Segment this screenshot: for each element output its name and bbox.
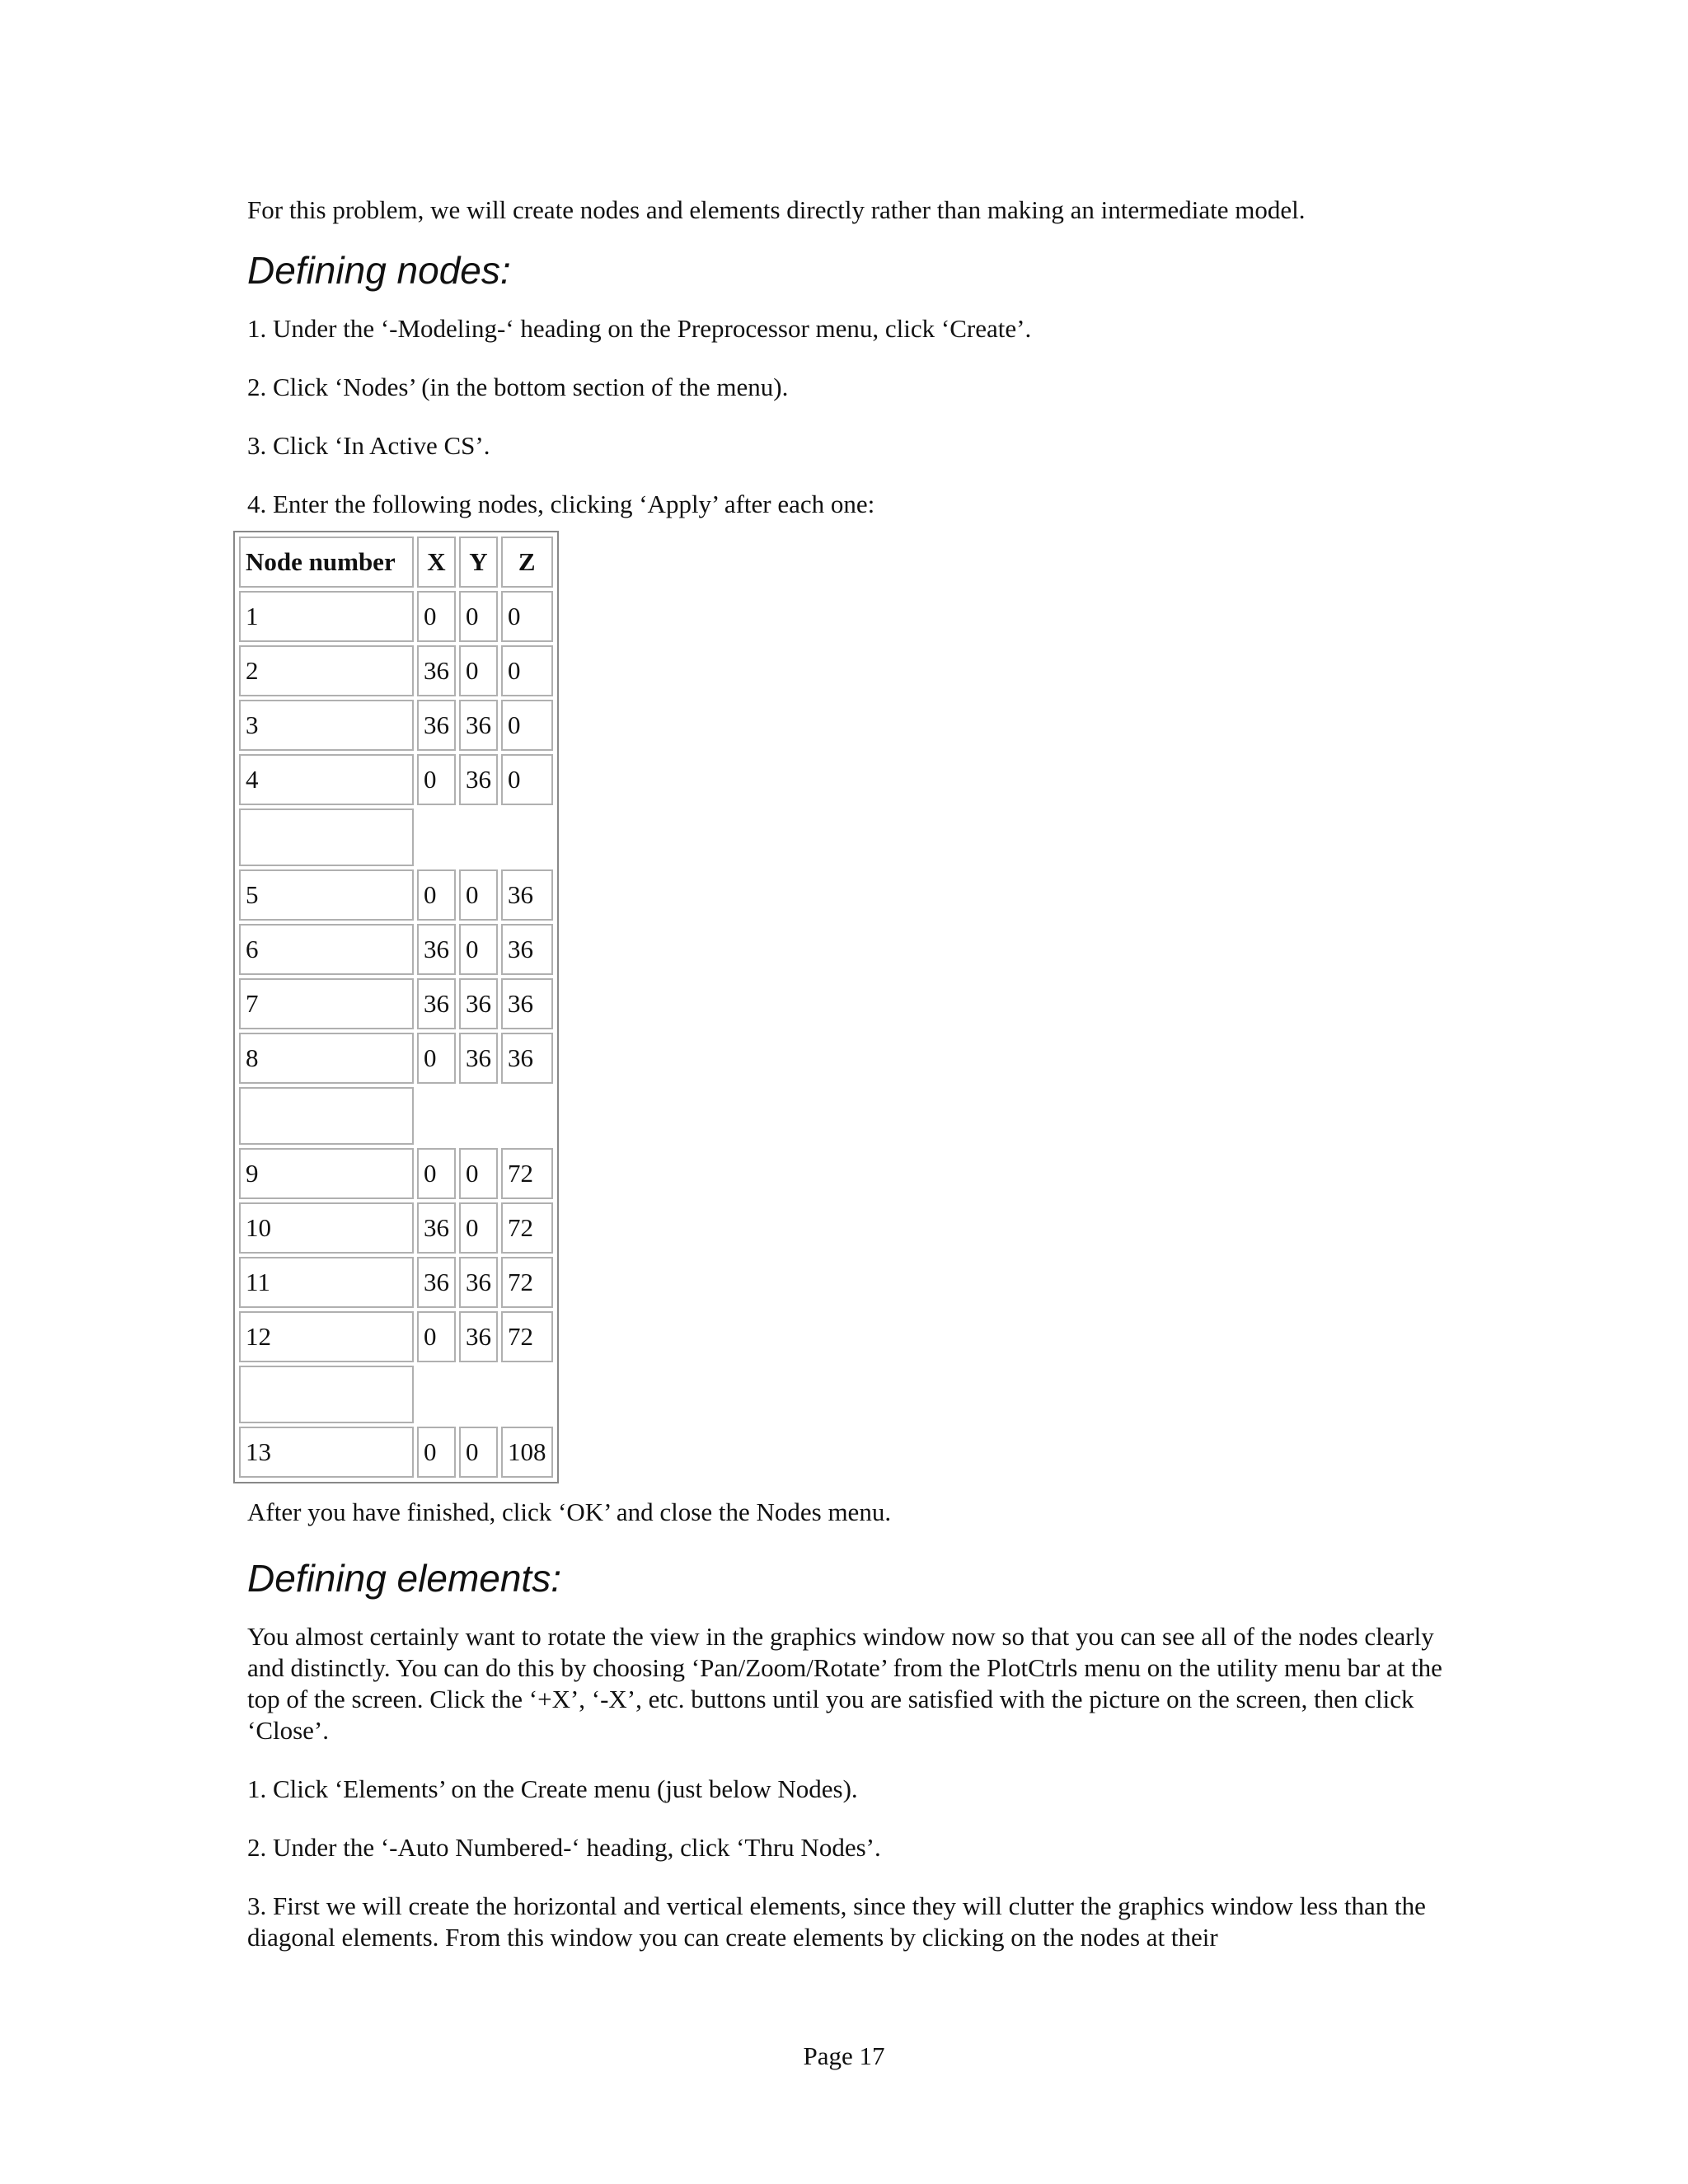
- z-cell: 36: [501, 924, 553, 975]
- empty-cell: [239, 1087, 414, 1145]
- step-1: 1. Under the ‘-Modeling-‘ heading on the Preprocessor menu, click ‘Create’.: [247, 314, 1032, 343]
- z-cell: 72: [501, 1257, 553, 1308]
- x-cell: 0: [417, 1033, 456, 1084]
- z-cell: 0: [501, 700, 553, 751]
- table-row: [239, 591, 553, 642]
- section-heading-defining-nodes: Defining nodes:: [247, 249, 511, 292]
- x-cell: 36: [417, 700, 456, 751]
- y-cell: 36: [459, 1311, 498, 1362]
- node-number-cell: 12: [239, 1311, 414, 1362]
- table-row: [239, 1033, 553, 1084]
- table-row: [239, 924, 553, 975]
- y-cell: 36: [459, 978, 498, 1029]
- x-cell: 0: [417, 869, 456, 921]
- z-cell: 108: [501, 1427, 553, 1478]
- section-heading-defining-elements: Defining elements:: [247, 1557, 561, 1600]
- table-row: [239, 700, 553, 751]
- table-row: [239, 1202, 553, 1254]
- node-number-cell: 9: [239, 1148, 414, 1199]
- x-cell: 36: [417, 1257, 456, 1308]
- z-cell: 36: [501, 869, 553, 921]
- node-number-cell: 2: [239, 645, 414, 696]
- blank-cell: [417, 1366, 553, 1423]
- z-cell: 0: [501, 754, 553, 805]
- header-y: Y: [459, 537, 498, 588]
- table-row: [239, 978, 553, 1029]
- node-number-cell: 13: [239, 1427, 414, 1478]
- table-row: [239, 1148, 553, 1199]
- x-cell: 0: [417, 1148, 456, 1199]
- blank-cell: [417, 808, 553, 866]
- z-cell: 72: [501, 1311, 553, 1362]
- empty-cell: [239, 1366, 414, 1423]
- header-z: Z: [501, 537, 553, 588]
- blank-cell: [417, 1087, 553, 1145]
- y-cell: 0: [459, 869, 498, 921]
- node-number-cell: 11: [239, 1257, 414, 1308]
- x-cell: 0: [417, 591, 456, 642]
- x-cell: 0: [417, 1311, 456, 1362]
- step-3: 3. Click ‘In Active CS’.: [247, 431, 490, 460]
- y-cell: 36: [459, 1033, 498, 1084]
- node-number-cell: 4: [239, 754, 414, 805]
- y-cell: 0: [459, 924, 498, 975]
- rotate-view-paragraph: You almost certainly want to rotate the view in the graphics window now so that you can see all of the nodes clearly and distinctly. You can do this by choosing ‘Pan/Zoom/Rotate’ from the PlotCtrls menu on the utility menu bar at the top of the screen. Click the ‘+X’, ‘-X’, etc. buttons until you are satisfied with the picture on the screen, then click ‘Close’.: [247, 1622, 1442, 1745]
- step-4: 4. Enter the following nodes, clicking ‘Apply’ after each one:: [247, 490, 875, 518]
- x-cell: 36: [417, 1202, 456, 1254]
- node-number-cell: 5: [239, 869, 414, 921]
- node-number-cell: 6: [239, 924, 414, 975]
- z-cell: 36: [501, 978, 553, 1029]
- y-cell: 0: [459, 1427, 498, 1478]
- z-cell: 72: [501, 1148, 553, 1199]
- z-cell: 36: [501, 1033, 553, 1084]
- document-page: [247, 194, 1451, 1980]
- y-cell: 0: [459, 1202, 498, 1254]
- node-number-cell: 7: [239, 978, 414, 1029]
- table-row: [239, 1311, 553, 1362]
- z-cell: 72: [501, 1202, 553, 1254]
- after-table-paragraph: After you have finished, click ‘OK’ and close the Nodes menu.: [247, 1497, 892, 1526]
- x-cell: 0: [417, 754, 456, 805]
- header-x: X: [417, 537, 456, 588]
- table-row: [239, 869, 553, 921]
- empty-cell: [239, 808, 414, 866]
- table-spacer-row: [239, 808, 553, 866]
- node-number-cell: 3: [239, 700, 414, 751]
- table-row: [239, 645, 553, 696]
- table-spacer-row: [239, 1366, 553, 1423]
- x-cell: 36: [417, 978, 456, 1029]
- z-cell: 0: [501, 645, 553, 696]
- nodes-table: [233, 531, 559, 1483]
- y-cell: 0: [459, 1148, 498, 1199]
- x-cell: 36: [417, 645, 456, 696]
- element-step-3: 3. First we will create the horizontal and vertical elements, since they will clutter the graphics window less than the diagonal elements. From this window you can create elements by clicking on the nodes at their: [247, 1891, 1426, 1952]
- x-cell: 36: [417, 924, 456, 975]
- node-number-cell: 8: [239, 1033, 414, 1084]
- step-2: 2. Click ‘Nodes’ (in the bottom section of the menu).: [247, 373, 789, 401]
- element-step-2: 2. Under the ‘-Auto Numbered-‘ heading, click ‘Thru Nodes’.: [247, 1833, 881, 1862]
- node-number-cell: 10: [239, 1202, 414, 1254]
- element-step-1: 1. Click ‘Elements’ on the Create menu (just below Nodes).: [247, 1774, 858, 1803]
- header-node-number: Node number: [239, 537, 414, 588]
- page-number: Page 17: [803, 2041, 885, 2070]
- y-cell: 0: [459, 591, 498, 642]
- z-cell: 0: [501, 591, 553, 642]
- y-cell: 0: [459, 645, 498, 696]
- intro-paragraph: For this problem, we will create nodes and elements directly rather than making an intermediate model.: [247, 195, 1306, 224]
- table-header-row: [239, 537, 553, 588]
- table-spacer-row: [239, 1087, 553, 1145]
- y-cell: 36: [459, 1257, 498, 1308]
- node-number-cell: 1: [239, 591, 414, 642]
- x-cell: 0: [417, 1427, 456, 1478]
- table-row: [239, 1257, 553, 1308]
- y-cell: 36: [459, 754, 498, 805]
- table-row: [239, 754, 553, 805]
- table-row: [239, 1427, 553, 1478]
- y-cell: 36: [459, 700, 498, 751]
